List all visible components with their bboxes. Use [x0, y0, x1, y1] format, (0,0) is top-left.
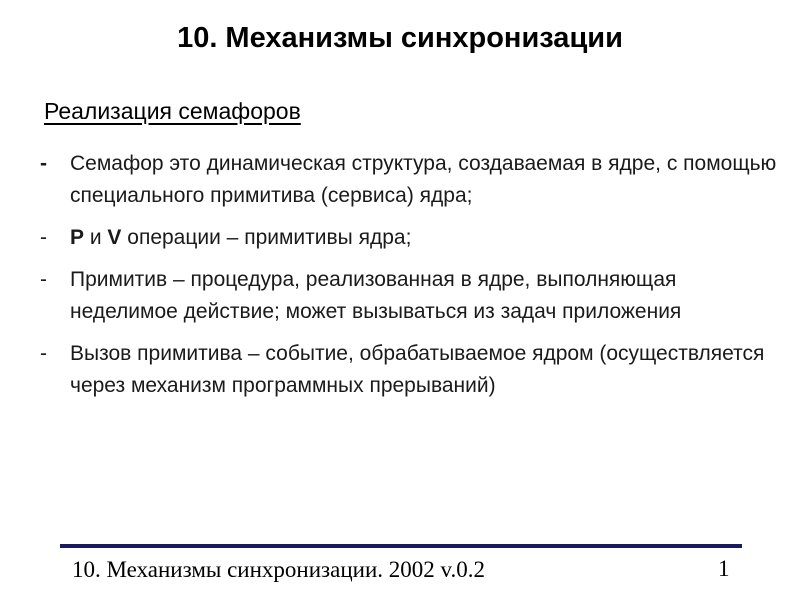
list-item	[40, 264, 780, 328]
list-item	[40, 148, 780, 212]
slide-title: 10. Механизмы синхронизации	[177, 22, 623, 54]
list-item-rest: операции – примитивы ядра;	[121, 226, 412, 249]
list-item-text	[70, 226, 411, 249]
bullet-list	[40, 148, 780, 412]
conjunction: и	[84, 226, 108, 249]
section-heading: Реализация семафоров	[44, 98, 301, 124]
list-item	[40, 222, 780, 254]
bullet-dash: -	[40, 268, 47, 291]
list-item	[40, 338, 780, 402]
footer-divider	[60, 544, 742, 548]
list-item-text: Вызов примитива – событие, обрабатываемое ядром (осуществляется через механизм программных прерываний)	[70, 342, 765, 397]
bullet-dash: -	[40, 342, 47, 365]
page-number: 1	[718, 556, 730, 581]
footer-text: 10. Механизмы синхронизации. 2002 v.0.2	[72, 557, 486, 582]
bullet-dash: -	[40, 226, 47, 249]
list-item-text: Примитив – процедура, реализованная в ядре, выполняющая неделимое действие; может вызываться из задач приложения	[70, 268, 682, 323]
v-operation: V	[107, 226, 122, 249]
p-operation: P	[70, 226, 85, 249]
list-item-text: Семафор это динамическая структура, создаваемая в ядре, с помощью специального примитива (сервиса) ядра;	[70, 152, 777, 207]
bullet-dash: -	[40, 152, 47, 175]
